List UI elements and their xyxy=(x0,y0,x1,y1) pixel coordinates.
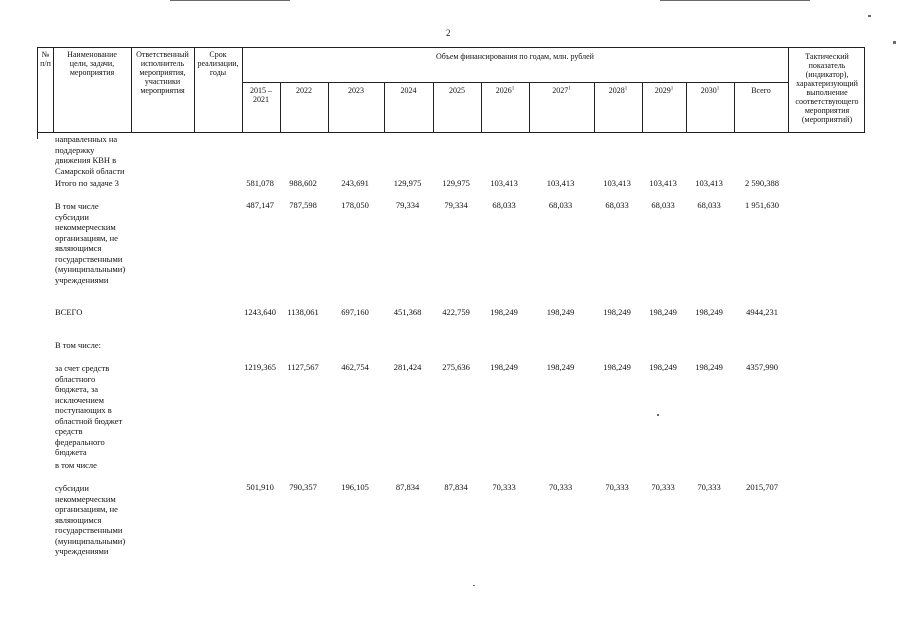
row-value: 787,598 xyxy=(289,200,317,210)
header-indicator: Тактический показатель (индикатор), характеризующий выполнение соответствующего мероприятия (мероприятий) xyxy=(795,52,859,124)
row-label: за счет средств областного бюджета, за исключением поступающих в областной бюджет средств федерального бюджета xyxy=(55,363,123,457)
header-year: 2024 xyxy=(400,86,417,95)
header-year: 2025 xyxy=(449,86,465,95)
footnote-mark: 1 xyxy=(670,86,674,92)
row-value: 70,333 xyxy=(651,482,675,492)
row-value: 281,424 xyxy=(393,362,422,372)
row-value: 275,636 xyxy=(442,362,470,372)
row-value: 1243,640 xyxy=(244,307,276,317)
header-year xyxy=(529,86,594,95)
scan-mark xyxy=(657,414,659,416)
row-value: 198,249 xyxy=(695,307,723,317)
row-value: 103,413 xyxy=(603,178,631,188)
header-year: 2015 – 2021 xyxy=(250,86,272,104)
row-total: 2015,707 xyxy=(746,482,778,492)
year-label: 2028 xyxy=(608,86,625,95)
footnote-mark: 1 xyxy=(624,86,628,92)
row-value: 243,691 xyxy=(341,178,369,188)
header-year xyxy=(686,86,734,95)
row-value: 87,834 xyxy=(395,482,420,492)
row-value: 79,334 xyxy=(444,200,468,210)
row-value: 198,249 xyxy=(546,307,575,317)
row-label: ВСЕГО xyxy=(55,307,83,317)
row-value: 68,033 xyxy=(548,200,573,210)
row-total: 2 590,388 xyxy=(745,178,779,188)
row-value: 1127,567 xyxy=(287,362,319,372)
year-label: 2027 xyxy=(552,86,569,95)
row-value: 462,754 xyxy=(341,362,369,372)
row-value: 422,759 xyxy=(442,307,470,317)
row-value: 581,078 xyxy=(246,178,274,188)
header-total: Всего xyxy=(751,86,771,95)
scan-mark xyxy=(473,585,475,586)
row-value: 198,249 xyxy=(695,362,723,372)
row-value: 70,333 xyxy=(697,482,721,492)
row-value: 103,413 xyxy=(490,178,518,188)
footnote-mark: 1 xyxy=(716,86,720,92)
header-term: Срок реализации, годы xyxy=(197,50,239,77)
header-funding: Объем финансирования по годам, млн. рублей xyxy=(436,52,594,61)
year-label: 2026 xyxy=(495,86,512,95)
row-value: 68,033 xyxy=(651,200,675,210)
footnote-mark: 1 xyxy=(511,86,515,92)
row-value: 68,033 xyxy=(492,200,516,210)
row-label: Итого по задаче 3 xyxy=(55,178,119,188)
row-value: 79,334 xyxy=(395,200,420,210)
row-label: направленных на поддержку движения КВН в Самарской области xyxy=(55,134,125,176)
row-value: 70,333 xyxy=(605,482,629,492)
row-value: 198,249 xyxy=(490,362,518,372)
row-label: в том числе xyxy=(55,460,97,470)
row-value: 501,910 xyxy=(246,482,274,492)
row-value: 129,975 xyxy=(442,178,470,188)
page-number: 2 xyxy=(446,28,451,38)
year-label: 2030 xyxy=(700,86,717,95)
header-year: 2022 xyxy=(296,86,312,95)
row-value: 87,834 xyxy=(444,482,468,492)
row-value: 70,333 xyxy=(548,482,573,492)
row-value: 129,975 xyxy=(393,178,422,188)
row-value: 103,413 xyxy=(546,178,575,188)
row-label: В том числе субсидии некоммерческим организациям, не являющимся государственными (муниципальными) учреждениями xyxy=(55,201,126,285)
row-value: 70,333 xyxy=(492,482,516,492)
row-value: 198,249 xyxy=(603,362,631,372)
row-value: 487,147 xyxy=(246,200,274,210)
scan-mark xyxy=(660,0,810,1)
scan-mark xyxy=(868,15,871,17)
row-value: 1138,061 xyxy=(287,307,319,317)
header-year xyxy=(481,86,529,95)
row-value: 198,249 xyxy=(649,307,677,317)
row-value: 198,249 xyxy=(490,307,518,317)
header-num: № п/п xyxy=(40,50,51,68)
row-label: В том числе: xyxy=(55,340,101,350)
year-label: 2029 xyxy=(654,86,671,95)
row-value: 103,413 xyxy=(649,178,677,188)
row-value: 178,050 xyxy=(341,200,369,210)
row-value: 198,249 xyxy=(603,307,631,317)
row-value: 697,160 xyxy=(341,307,369,317)
footnote-mark: 1 xyxy=(568,86,571,92)
row-value: 988,602 xyxy=(289,178,317,188)
header-year xyxy=(642,86,686,95)
header-responsible: Ответственный исполнитель мероприятия, участники мероприятия xyxy=(136,50,189,95)
table-edge xyxy=(37,133,38,139)
row-value: 790,357 xyxy=(289,482,317,492)
row-value: 68,033 xyxy=(605,200,629,210)
row-value: 1219,365 xyxy=(244,362,276,372)
header-name: Наименование цели, задачи, мероприятия xyxy=(67,50,117,77)
row-total: 1 951,630 xyxy=(745,200,779,210)
scan-mark xyxy=(170,0,290,1)
header-year xyxy=(594,86,642,95)
header-year: 2023 xyxy=(348,86,364,95)
row-total: 4357,990 xyxy=(746,362,778,372)
row-value: 68,033 xyxy=(697,200,721,210)
row-label: субсидии некоммерческим организациям, не являющимся государственными (муниципальными) учреждениями xyxy=(55,483,126,556)
row-value: 103,413 xyxy=(695,178,723,188)
row-total: 4944,231 xyxy=(746,307,778,317)
row-value: 198,249 xyxy=(546,362,575,372)
table-header xyxy=(37,47,865,133)
row-value: 451,368 xyxy=(393,307,422,317)
row-value: 198,249 xyxy=(649,362,677,372)
scan-mark xyxy=(893,41,896,44)
row-value: 196,105 xyxy=(341,482,369,492)
